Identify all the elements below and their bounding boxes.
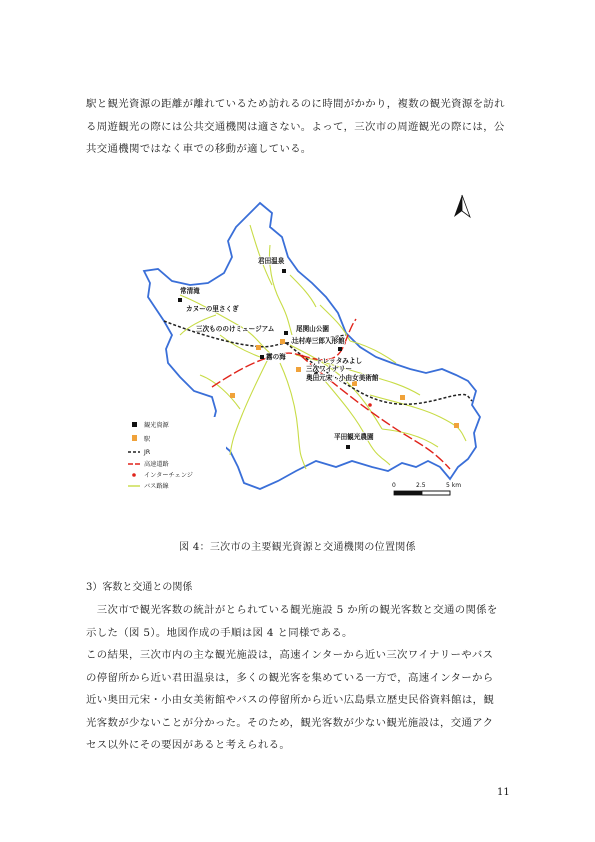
text-line: 共交通機関ではなく車での移動が適している。 bbox=[86, 143, 312, 155]
station-icon bbox=[280, 339, 285, 344]
text-line: 光客数が少ないことが分かった。そのため，観光客数が少ない観光施設は，交通アク bbox=[86, 716, 494, 729]
legend-label: 観光資源 bbox=[144, 422, 169, 429]
map-label: 三次もののけミュージアム bbox=[196, 325, 275, 333]
resource-square-icon bbox=[260, 355, 264, 359]
resource-square-icon bbox=[284, 331, 288, 335]
station-icon bbox=[400, 395, 405, 400]
text-line: 三次市で観光客数の統計がとられている観光施設 5 か所の観光客数と交通の関係を bbox=[86, 604, 498, 616]
body-paragraph bbox=[86, 599, 518, 757]
map-label: 奥田元宋・小由女美術館 bbox=[306, 374, 379, 382]
figure-caption: 図 4：三次市の主要観光資源と交通機関の位置関係 bbox=[179, 542, 416, 553]
scale-tick: 5 km bbox=[446, 482, 462, 489]
text-line: この結果，三次市内の主な観光施設は，高速インターから近い三次ワイナリーやバス bbox=[86, 649, 494, 661]
resource-square-icon bbox=[282, 269, 286, 273]
map-label: 霧の海 bbox=[266, 353, 286, 361]
map-label: 君田温泉 bbox=[258, 257, 285, 265]
resource-square-icon bbox=[346, 445, 350, 449]
map-label: 常清滝 bbox=[180, 287, 200, 295]
interchange-icon bbox=[368, 403, 372, 407]
station-icon bbox=[256, 345, 261, 350]
map-label: 三次ワイナリー bbox=[306, 365, 352, 373]
legend-label: バス路線 bbox=[144, 483, 169, 490]
tourism-transport-map bbox=[120, 185, 500, 505]
legend-label: インターチェンジ bbox=[144, 472, 193, 479]
text-line: の停留所から近い君田温泉は，多くの観光客を集めている一方で，高速インターから bbox=[86, 671, 494, 684]
resource-square-icon bbox=[338, 347, 342, 351]
intro-paragraph bbox=[86, 93, 518, 161]
legend-label: JR bbox=[144, 449, 151, 456]
scale-bar bbox=[392, 482, 461, 495]
text-line: る周遊観光の際には公共交通機関は適さない。よって，三次市の周遊観光の際には，公 bbox=[86, 120, 505, 133]
north-arrow-icon bbox=[454, 195, 470, 217]
station-icon bbox=[132, 435, 137, 441]
legend-label: 駅 bbox=[144, 436, 151, 443]
text-line: 示した（図 5）。地図作成の手順は図 4 と同様である。 bbox=[86, 626, 353, 639]
resource-square-icon bbox=[132, 422, 137, 427]
map-label: トレッタみよし bbox=[316, 357, 363, 365]
map-legend bbox=[126, 417, 226, 497]
resource-square-icon bbox=[178, 298, 182, 302]
legend-label: 高速道路 bbox=[144, 461, 169, 468]
section-heading: 3）客数と交通との関係 bbox=[86, 582, 193, 593]
scale-tick: 0 bbox=[392, 482, 396, 489]
scale-tick: 2.5 bbox=[416, 482, 426, 489]
interchange-icon bbox=[132, 473, 136, 477]
map-label: 辻村寿三郎人形館 bbox=[292, 337, 345, 345]
text-line: セス以外にその要因があると考えられる。 bbox=[86, 739, 291, 751]
page-number: 11 bbox=[497, 787, 510, 798]
station-icon bbox=[454, 423, 459, 428]
station-icon bbox=[296, 367, 301, 372]
map-label: 平田観光農園 bbox=[334, 433, 374, 441]
map-label: 尾関山公園 bbox=[296, 325, 329, 333]
map-label: カヌーの里さくぎ bbox=[186, 305, 239, 313]
text-line: 近い奥田元宋・小由女美術館やバスの停留所から近い広島県立歴史民俗資料館は，観 bbox=[86, 694, 495, 706]
station-icon bbox=[230, 393, 235, 398]
text-line: 駅と観光資源の距離が離れているため訪れるのに時間がかかり，複数の観光資源を訪れ bbox=[86, 98, 505, 110]
